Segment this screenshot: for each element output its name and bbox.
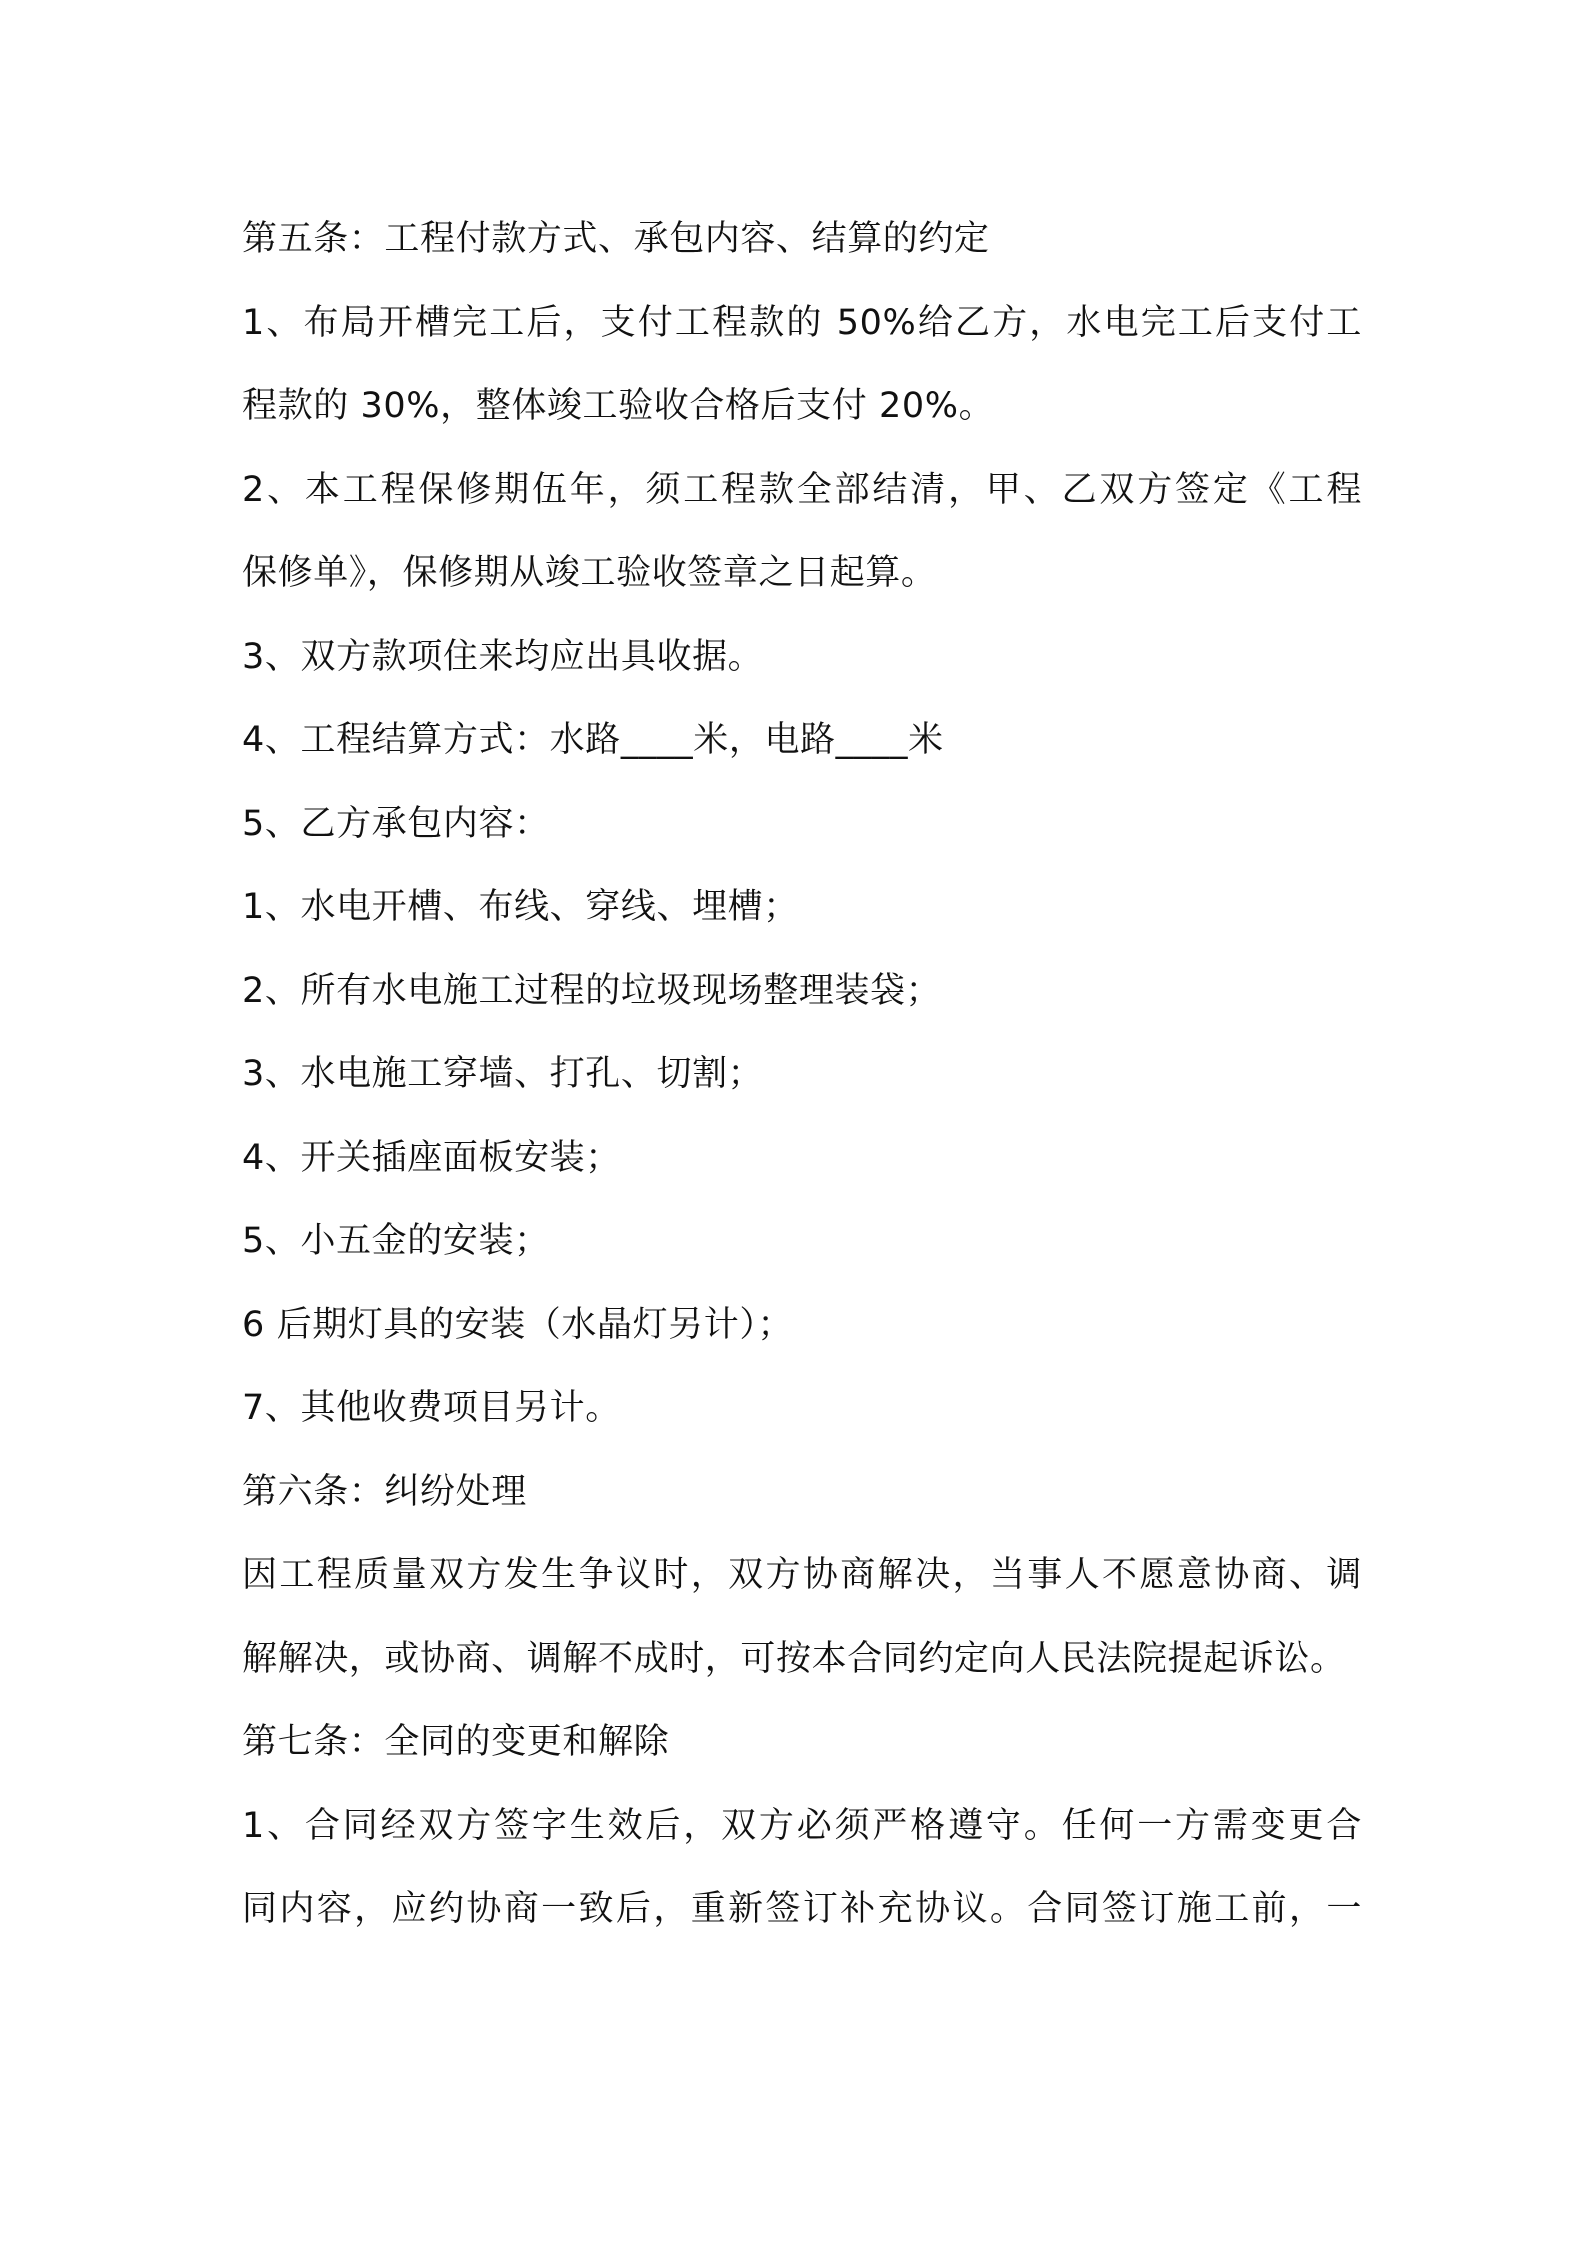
paragraph-line: 1、合同经双方签字生效后，双方必须严格遵守。任何一方需变更合 [242,1805,1362,1846]
paragraph-line: 1、布局开槽完工后，支付工程款的 50%给乙方，水电完工后支付工 [242,302,1362,343]
list-item: 5、小五金的安装； [242,1221,550,1261]
paragraph-line: 同内容，应约协商一致后，重新签订补充协议。合同签订施工前，一 [242,1889,1362,1929]
list-item: 1、水电开槽、布线、穿线、埋槽； [242,887,799,927]
list-item: 7、其他收费项目另计。 [242,1388,621,1428]
article-6-heading: 第六条：纠纷处理 [242,1471,527,1512]
paragraph-line: 解解决，或协商、调解不成时，可按本合同约定向人民法院提起诉讼。 [242,1638,1346,1679]
list-item: 6 后期灯具的安装（水晶灯另计）； [242,1304,794,1345]
paragraph-line: 2、本工程保修期伍年，须工程款全部结清，甲、乙双方签定《工程 [242,469,1362,510]
list-item: 4、开关插座面板安装； [242,1137,621,1178]
article-7-heading: 第七条：全同的变更和解除 [242,1722,670,1762]
paragraph-line: 程款的 30%，整体竣工验收合格后支付 20%。 [242,386,995,426]
contract-body [242,198,1362,1952]
paragraph-line: 3、双方款项住来均应出具收据。 [242,636,764,677]
article-5-heading: 第五条：工程付款方式、承包内容、结算的约定 [242,219,990,259]
paragraph-line: 4、工程结算方式：水路____米，电路____米 [242,720,944,760]
paragraph-line: 5、乙方承包内容： [242,803,550,844]
paragraph-line: 因工程质量双方发生争议时，双方协商解决，当事人不愿意协商、调 [242,1555,1362,1595]
list-item: 2、所有水电施工过程的垃圾现场整理装袋； [242,970,942,1011]
paragraph-line: 保修单》，保修期从竣工验收签章之日起算。 [242,553,937,593]
list-item: 3、水电施工穿墙、打孔、切割； [242,1054,764,1094]
